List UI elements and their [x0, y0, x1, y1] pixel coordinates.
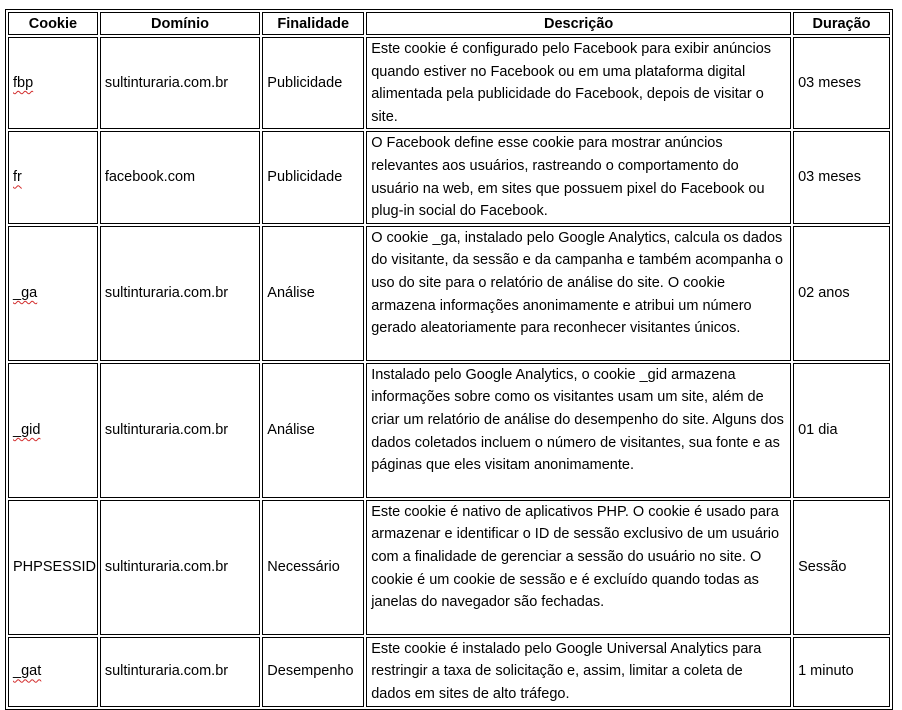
- duration-cell: 01 dia: [793, 363, 890, 498]
- cookie-name-cell: [8, 500, 98, 635]
- purpose-cell: Publicidade: [262, 37, 364, 129]
- cookie-name-cell: [8, 637, 98, 707]
- table-row: [8, 500, 890, 635]
- purpose-cell: Análise: [262, 226, 364, 361]
- duration-cell: 02 anos: [793, 226, 890, 361]
- cookie-name-cell: [8, 37, 98, 129]
- cookie-name: _gid: [13, 421, 41, 438]
- table-row: [8, 131, 890, 223]
- purpose-cell: Análise: [262, 363, 364, 498]
- duration-cell: 03 meses: [793, 131, 890, 223]
- description-cell: O Facebook define esse cookie para mostrar anúncios relevantes aos usuários, rastreando o comportamento do usuário na web, em sites que possuem pixel do Facebook ou plug-in social do Facebook.: [366, 131, 791, 223]
- cookie-name: fbp: [13, 74, 34, 91]
- table-row: [8, 226, 890, 361]
- table-row: [8, 37, 890, 129]
- domain-cell: sultinturaria.com.br: [100, 37, 260, 129]
- header-descricao: Descrição: [366, 12, 791, 35]
- purpose-cell: Desempenho: [262, 637, 364, 707]
- description-cell: Este cookie é configurado pelo Facebook para exibir anúncios quando estiver no Facebook ou em uma plataforma digital alimentada pela publicidade do Facebook, depois de visitar o site.: [366, 37, 791, 129]
- domain-cell: sultinturaria.com.br: [100, 500, 260, 635]
- table-row: [8, 637, 890, 707]
- duration-cell: 03 meses: [793, 37, 890, 129]
- cookie-table: [5, 9, 893, 710]
- header-cookie: Cookie: [8, 12, 98, 35]
- table-header-row: [8, 12, 890, 35]
- duration-cell: 1 minuto: [793, 637, 890, 707]
- cookie-name: _gat: [13, 663, 42, 680]
- header-finalidade: Finalidade: [262, 12, 364, 35]
- description-cell: Instalado pelo Google Analytics, o cookie _gid armazena informações sobre como os visitantes usam um site, além de criar um relatório de análise do desempenho do site. Alguns dos dados coletados incluem o número de visitantes, sua fonte e as páginas que eles visitam anonimamente.: [366, 363, 791, 498]
- cookie-name-cell: [8, 131, 98, 223]
- cookie-name: PHPSESSID: [13, 558, 96, 575]
- description-cell: Este cookie é instalado pelo Google Universal Analytics para restringir a taxa de solicitação e, assim, limitar a coleta de dados em sites de alto tráfego.: [366, 637, 791, 707]
- domain-cell: sultinturaria.com.br: [100, 637, 260, 707]
- domain-cell: facebook.com: [100, 131, 260, 223]
- cookie-name: fr: [13, 169, 22, 186]
- purpose-cell: Publicidade: [262, 131, 364, 223]
- header-dominio: Domínio: [100, 12, 260, 35]
- table-row: [8, 363, 890, 498]
- domain-cell: sultinturaria.com.br: [100, 363, 260, 498]
- description-cell: O cookie _ga, instalado pelo Google Analytics, calcula os dados do visitante, da sessão e da campanha e também acompanha o uso do site para o relatório de análise do site. O cookie armazena informações anonimamente e atribui um número gerado aleatoriamente para reconhecer visitantes únicos.: [366, 226, 791, 361]
- duration-cell: Sessão: [793, 500, 890, 635]
- purpose-cell: Necessário: [262, 500, 364, 635]
- domain-cell: sultinturaria.com.br: [100, 226, 260, 361]
- cookie-table-container: [5, 9, 893, 710]
- description-cell: Este cookie é nativo de aplicativos PHP. O cookie é usado para armazenar e identificar o ID de sessão exclusivo de um usuário com a finalidade de gerenciar a sessão do usuário no site. O cookie é um cookie de sessão e é excluído quando todas as janelas do navegador são fechadas.: [366, 500, 791, 635]
- cookie-name: _ga: [13, 284, 38, 301]
- cookie-name-cell: [8, 226, 98, 361]
- cookie-name-cell: [8, 363, 98, 498]
- header-duracao: Duração: [793, 12, 890, 35]
